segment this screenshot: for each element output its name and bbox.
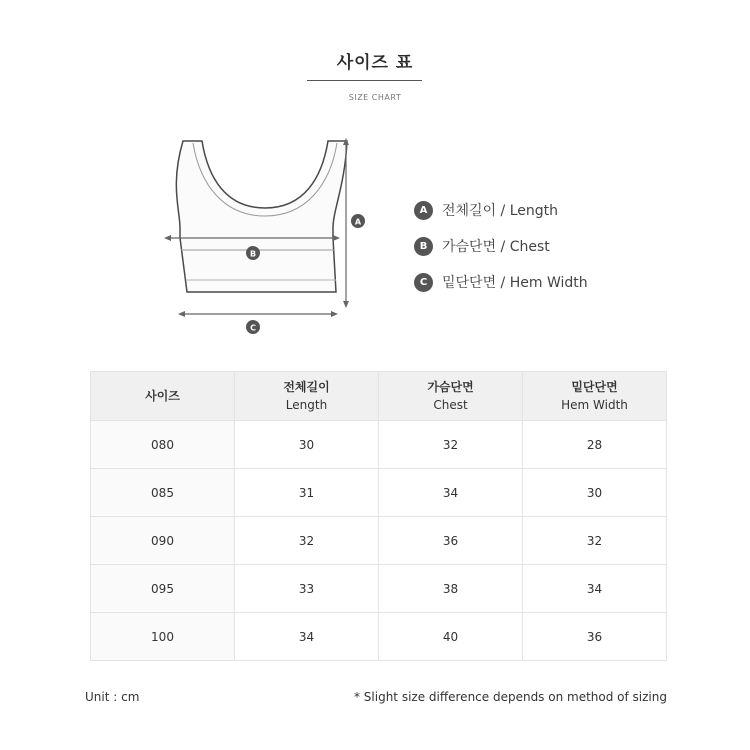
- marker-b-label: B: [249, 249, 257, 259]
- hem-arrow-left: [178, 311, 185, 317]
- legend-label-hem-width: 밑단단면 / Hem Width: [442, 275, 588, 291]
- cell-size: 085: [91, 469, 235, 517]
- legend-item-chest: [414, 228, 588, 264]
- cell-length: 33: [235, 565, 379, 613]
- cell-length: 32: [235, 517, 379, 565]
- header-length: [235, 372, 379, 421]
- cell-size: 095: [91, 565, 235, 613]
- legend-badge-a: A: [414, 201, 433, 220]
- legend-label-chest: 가슴단면 / Chest: [442, 239, 550, 255]
- header-length-en: Length: [285, 398, 328, 412]
- sports-bra-diagram: [150, 130, 380, 350]
- legend-item-length: [414, 192, 588, 228]
- header-chest-en: Chest: [433, 398, 468, 412]
- size-table: [90, 371, 667, 661]
- header-size: [91, 372, 235, 421]
- cell-size: 100: [91, 613, 235, 661]
- table-header-row: [91, 372, 667, 421]
- measurement-legend: [414, 192, 588, 300]
- header-chest-ko: 가슴단면: [427, 380, 474, 394]
- header-length-ko: 전체길이: [283, 380, 330, 394]
- marker-c-label: C: [250, 323, 256, 333]
- cell-hem-width: 36: [523, 613, 667, 661]
- hem-arrow-right: [331, 311, 338, 317]
- page-title: 사이즈 표: [336, 53, 414, 73]
- table-row: [91, 613, 667, 661]
- header-hem-ko: 밑단단면: [571, 380, 618, 394]
- garment-outline: [176, 141, 347, 292]
- cell-size: 080: [91, 421, 235, 469]
- cell-hem-width: 34: [523, 565, 667, 613]
- legend-label-length: 전체길이 / Length: [442, 203, 559, 219]
- header-hem-width: [523, 372, 667, 421]
- cell-chest: 38: [379, 565, 523, 613]
- title-divider: [307, 80, 422, 81]
- length-arrow-bottom: [343, 301, 349, 308]
- legend-item-hem-width: [414, 264, 588, 300]
- header-hem-en: Hem Width: [561, 398, 628, 412]
- sizing-disclaimer: * Slight size difference depends on method of sizing: [353, 690, 667, 704]
- cell-length: 30: [235, 421, 379, 469]
- chest-arrow-left: [164, 235, 171, 241]
- table-row: [91, 517, 667, 565]
- unit-note: Unit : cm: [85, 690, 140, 704]
- cell-hem-width: 32: [523, 517, 667, 565]
- cell-length: 34: [235, 613, 379, 661]
- cell-hem-width: 28: [523, 421, 667, 469]
- cell-size: 090: [91, 517, 235, 565]
- table-row: [91, 469, 667, 517]
- cell-chest: 36: [379, 517, 523, 565]
- header-size-label: 사이즈: [145, 389, 180, 403]
- header-chest: [379, 372, 523, 421]
- cell-hem-width: 30: [523, 469, 667, 517]
- legend-badge-b: B: [414, 237, 433, 256]
- chest-arrow-right: [333, 235, 340, 241]
- cell-length: 31: [235, 469, 379, 517]
- cell-chest: 34: [379, 469, 523, 517]
- legend-badge-c: C: [414, 273, 433, 292]
- cell-chest: 40: [379, 613, 523, 661]
- cell-chest: 32: [379, 421, 523, 469]
- table-row: [91, 421, 667, 469]
- table-row: [91, 565, 667, 613]
- marker-a-label: A: [354, 217, 362, 227]
- page-subtitle: SIZE CHART: [348, 93, 402, 102]
